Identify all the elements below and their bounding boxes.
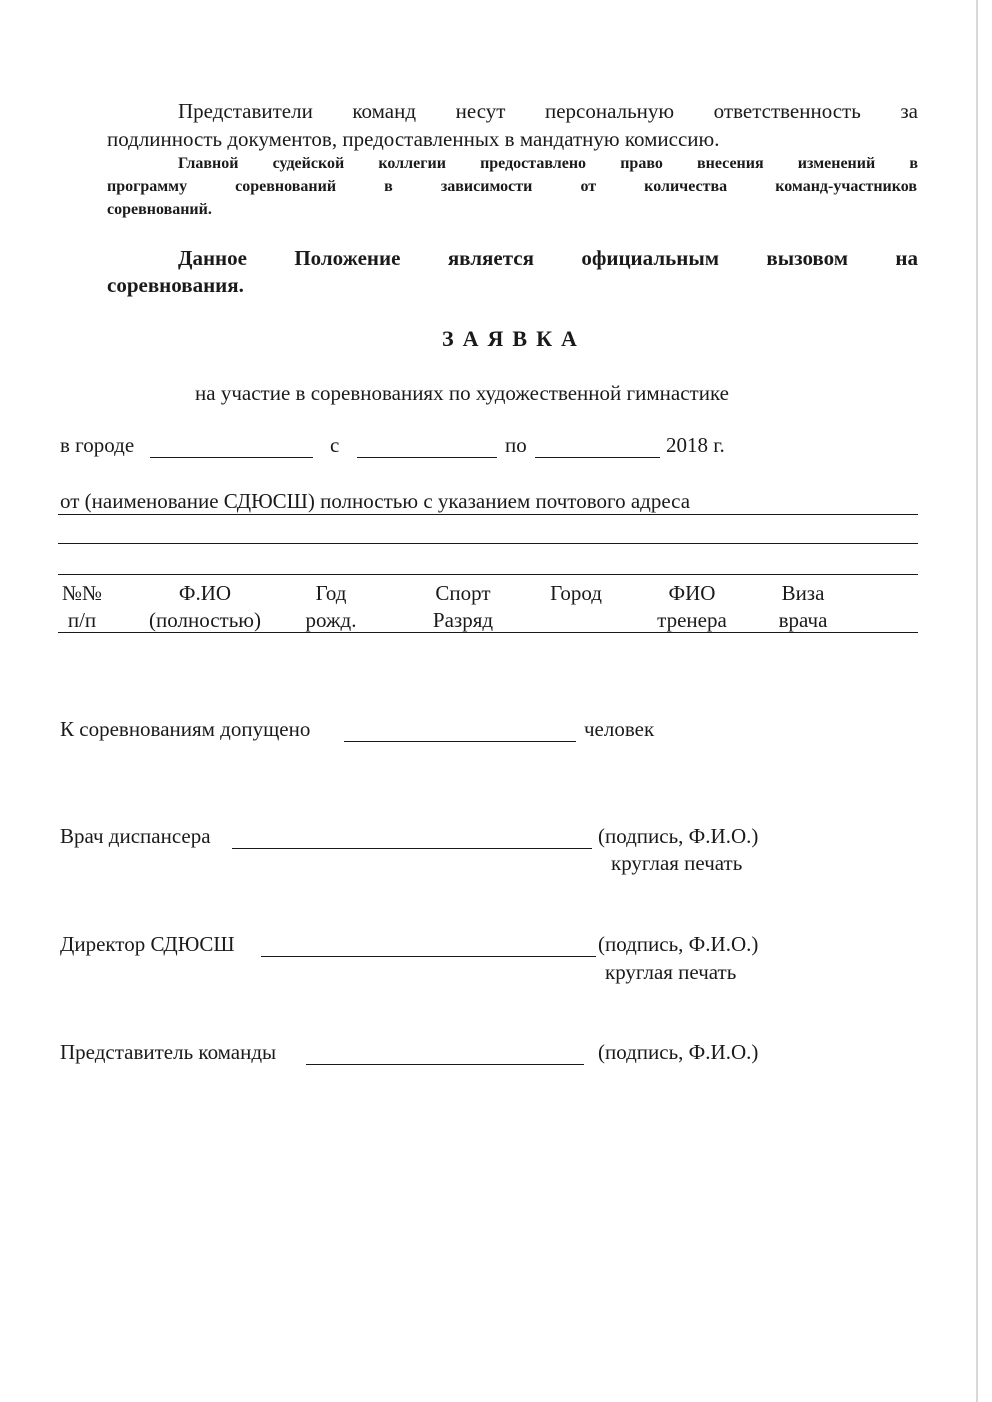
year-label: 2018 г.: [666, 433, 725, 457]
form-subtitle: на участие в соревнованиях по художественной гимнастике: [195, 381, 729, 405]
director-sign-hint: (подпись, Ф.И.О.): [598, 932, 759, 956]
para-official-call-line2: соревнования.: [107, 273, 244, 297]
col-birth-year: [300, 580, 362, 634]
para-official-call-line1: Данное Положение является официальным вызовом на: [178, 246, 918, 270]
col-sport-rank: [425, 580, 501, 634]
date-from-field[interactable]: [357, 457, 497, 458]
doctor-stamp-hint: круглая печать: [611, 851, 743, 875]
para-responsibility-line1: Представители команд несут персональную ответственность за: [178, 99, 918, 123]
date-to-field[interactable]: [535, 457, 660, 458]
para-judges-line2: программу соревнований в зависимости от количества команд-участников: [107, 178, 917, 195]
director-stamp-hint: круглая печать: [605, 960, 737, 984]
col-coach-line2: тренера: [657, 608, 727, 632]
col-birth-year-line2: рожд.: [305, 608, 357, 632]
doctor-label: Врач диспансера: [60, 824, 211, 848]
col-fullname: [140, 580, 270, 634]
representative-label: Представитель команды: [60, 1040, 277, 1064]
admitted-suffix: человек: [584, 717, 655, 741]
col-number-line2: п/п: [67, 608, 97, 632]
col-number-line1: №№: [61, 581, 103, 605]
col-sport-rank-line1: Спорт: [435, 581, 491, 605]
representative-signature-field[interactable]: [306, 1064, 584, 1065]
to-label: по: [505, 433, 527, 457]
col-fullname-line1: Ф.ИО: [178, 581, 232, 605]
admitted-count-field[interactable]: [344, 741, 576, 742]
col-coach-line1: ФИО: [668, 581, 716, 605]
col-doctor-visa-line2: врача: [778, 608, 828, 632]
form-title: ЗАЯВКА: [442, 326, 586, 351]
col-fullname-line2: (полностью): [149, 608, 261, 632]
org-field-line1[interactable]: [58, 514, 918, 515]
doctor-signature-field[interactable]: [232, 848, 592, 849]
org-label: от (наименование СДЮСШ) полностью с указанием почтового адреса: [60, 489, 691, 513]
director-signature-field[interactable]: [261, 956, 596, 957]
org-field-line2[interactable]: [58, 543, 918, 544]
col-city-line1: Город: [550, 581, 602, 605]
para-judges-line3: соревнований.: [107, 201, 212, 218]
col-doctor-visa: [772, 580, 834, 634]
director-label: Директор СДЮСШ: [60, 932, 235, 956]
page-edge: [976, 0, 978, 1402]
table-bottom-rule: [58, 632, 918, 633]
col-number: [58, 580, 106, 634]
representative-sign-hint: (подпись, Ф.И.О.): [598, 1040, 759, 1064]
para-responsibility-line2: подлинность документов, предоставленных в мандатную комиссию.: [107, 127, 720, 151]
col-doctor-visa-line1: Виза: [781, 581, 825, 605]
table-top-rule: [58, 574, 918, 575]
para-judges-line1: Главной судейской коллегии предоставлено право внесения изменений в: [178, 155, 918, 172]
city-label: в городе: [60, 433, 135, 457]
from-label: с: [330, 433, 340, 457]
col-city: [540, 580, 612, 607]
col-birth-year-line1: Год: [315, 581, 347, 605]
col-sport-rank-line2: Разряд: [432, 608, 494, 632]
col-coach: [650, 580, 734, 634]
admitted-label: К соревнованиям допущено: [60, 717, 311, 741]
city-field[interactable]: [150, 457, 313, 458]
doctor-sign-hint: (подпись, Ф.И.О.): [598, 824, 759, 848]
